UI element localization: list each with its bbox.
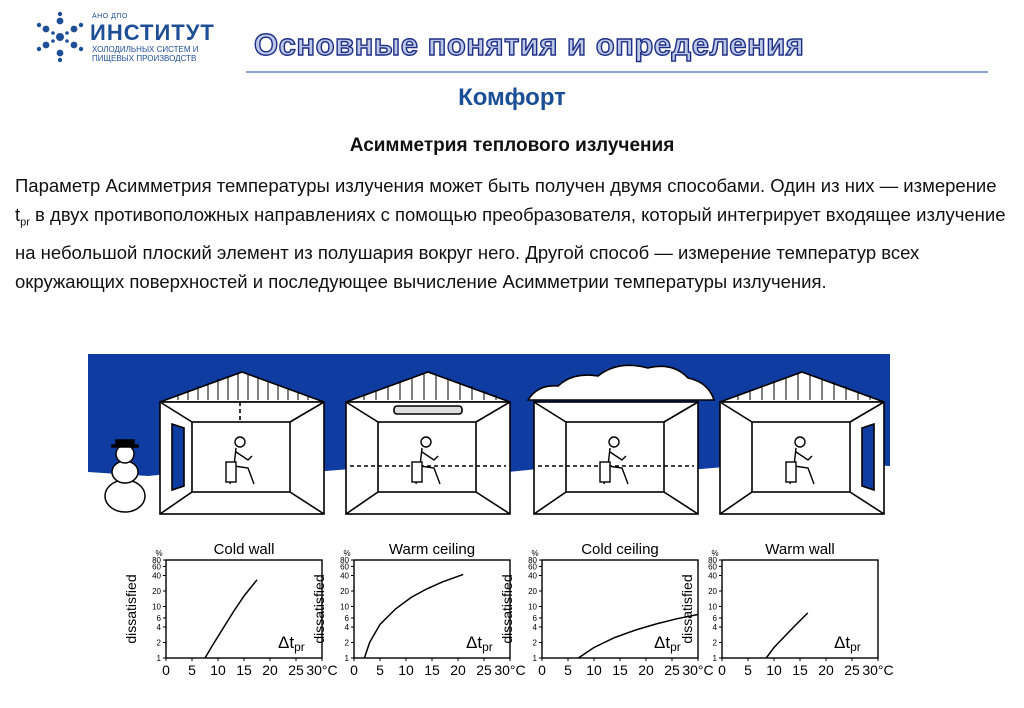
y-tick-label: 60: [528, 562, 537, 572]
y-tick-label: 10: [152, 602, 161, 612]
y-tick-label: 4: [156, 622, 161, 632]
y-tick-label: 6: [712, 613, 717, 623]
y-tick-label: 10: [528, 602, 537, 612]
y-tick-label: 6: [156, 613, 161, 623]
logo-name: ИНСТИТУТ: [90, 20, 215, 45]
y-tick-label: 2: [344, 638, 349, 648]
chart-title: Cold ceiling: [581, 541, 659, 558]
y-tick-label: 80: [340, 556, 349, 565]
x-tick-label: 0: [718, 662, 726, 678]
y-tick-label: 2: [156, 638, 161, 648]
x-tick-label: 25: [476, 662, 492, 678]
x-tick-label: 30°C: [494, 662, 526, 678]
y-tick-label: 60: [708, 562, 717, 572]
x-tick-label: 25: [844, 662, 860, 678]
x-axis-label: Δtpr: [654, 633, 681, 654]
y-tick-label: 40: [340, 571, 349, 581]
x-tick-label: 30°C: [306, 662, 338, 678]
y-tick-label: 80: [152, 556, 161, 565]
x-tick-label: 5: [376, 662, 384, 678]
y-unit-label: %: [531, 549, 539, 558]
x-tick-label: 25: [288, 662, 304, 678]
x-axis-label: Δtpr: [834, 633, 861, 654]
y-tick-label: 6: [532, 613, 537, 623]
y-tick-label: 2: [712, 638, 717, 648]
chart-title: Warm wall: [765, 541, 835, 558]
logo-small-text: АНО ДПО: [92, 13, 128, 20]
y-unit-label: %: [711, 549, 719, 558]
x-tick-label: 15: [792, 662, 808, 678]
room-cold-ceiling: [528, 365, 714, 514]
x-tick-label: 10: [210, 662, 226, 678]
subheading: Комфорт: [458, 84, 566, 111]
y-axis-label: dissatisfied: [679, 574, 695, 644]
x-tick-label: 30°C: [682, 662, 714, 678]
y-tick-label: 1: [712, 654, 717, 663]
x-tick-label: 20: [638, 662, 654, 678]
paragraph-part2: в двух противоположных направлениях с помощью преобразователя, который интегрирует входящее излучение на небольшой плоский элемент из полушария вокруг него. Другой способ — измерение температур всех окружающих поверхностей и последующее вычисление Асимметрии температуры излучения.: [15, 204, 1006, 292]
logo-subtitle-line2: ПИЩЕВЫХ ПРОИЗВОДСТВ: [92, 54, 197, 63]
y-tick-label: 10: [340, 602, 349, 612]
y-axis-label: dissatisfied: [311, 574, 327, 644]
x-tick-label: 15: [424, 662, 440, 678]
y-tick-label: 4: [344, 622, 349, 632]
figure-svg: [88, 354, 894, 686]
x-tick-label: 5: [564, 662, 572, 678]
y-tick-label: 20: [708, 587, 717, 597]
x-tick-label: 0: [538, 662, 546, 678]
y-tick-label: 2: [532, 638, 537, 648]
x-tick-label: 20: [262, 662, 278, 678]
header-divider: [246, 71, 988, 73]
y-tick-label: 40: [708, 571, 717, 581]
chart-title: Cold wall: [213, 541, 275, 558]
x-tick-label: 0: [162, 662, 170, 678]
x-tick-label: 20: [818, 662, 834, 678]
x-tick-label: 0: [350, 662, 358, 678]
x-tick-label: 5: [744, 662, 752, 678]
x-tick-label: 20: [450, 662, 466, 678]
y-tick-label: 10: [708, 602, 717, 612]
y-tick-label: 40: [528, 571, 537, 581]
institute-logo: [34, 12, 224, 62]
y-tick-label: 60: [152, 562, 161, 572]
logo-subtitle-line1: ХОЛОДИЛЬНЫХ СИСТЕМ И: [92, 45, 199, 54]
paragraph-subscript: pr: [20, 216, 30, 229]
radiant-asymmetry-figure: [88, 354, 894, 686]
slide-header-title: Основные понятия и определения: [254, 27, 805, 62]
x-tick-label: 10: [398, 662, 414, 678]
y-tick-label: 40: [152, 571, 161, 581]
y-tick-label: 1: [344, 654, 349, 663]
y-tick-label: 4: [712, 622, 717, 632]
x-tick-label: 15: [612, 662, 628, 678]
x-tick-label: 5: [188, 662, 196, 678]
y-axis-label: dissatisfied: [499, 574, 515, 644]
x-axis-label: Δtpr: [466, 633, 493, 654]
x-tick-label: 30°C: [862, 662, 894, 678]
y-tick-label: 20: [340, 587, 349, 597]
y-unit-label: %: [155, 549, 163, 558]
logo-subtitle: [92, 45, 242, 63]
snowflake-icon: [34, 12, 86, 62]
chart-title: Warm ceiling: [388, 541, 476, 558]
body-paragraph: [15, 171, 1015, 296]
y-tick-label: 4: [532, 622, 537, 632]
x-axis-label: Δtpr: [278, 633, 305, 654]
x-tick-label: 15: [236, 662, 252, 678]
y-axis-label: dissatisfied: [123, 574, 139, 644]
y-tick-label: 20: [528, 587, 537, 597]
x-tick-label: 25: [664, 662, 680, 678]
x-tick-label: 10: [766, 662, 782, 678]
y-tick-label: 1: [532, 654, 537, 663]
y-tick-label: 80: [528, 556, 537, 565]
paragraph-part1: Параметр Асимметрия температуры излучения может быть получен двумя способами. Один из них — измерение t: [15, 175, 997, 225]
y-tick-label: 80: [708, 556, 717, 565]
x-tick-label: 10: [586, 662, 602, 678]
y-unit-label: %: [343, 549, 351, 558]
y-tick-label: 20: [152, 587, 161, 597]
section-title: Асимметрия теплового излучения: [349, 135, 675, 156]
y-tick-label: 60: [340, 562, 349, 572]
y-tick-label: 6: [344, 613, 349, 623]
y-tick-label: 1: [156, 654, 161, 663]
charts-group: [123, 541, 894, 678]
